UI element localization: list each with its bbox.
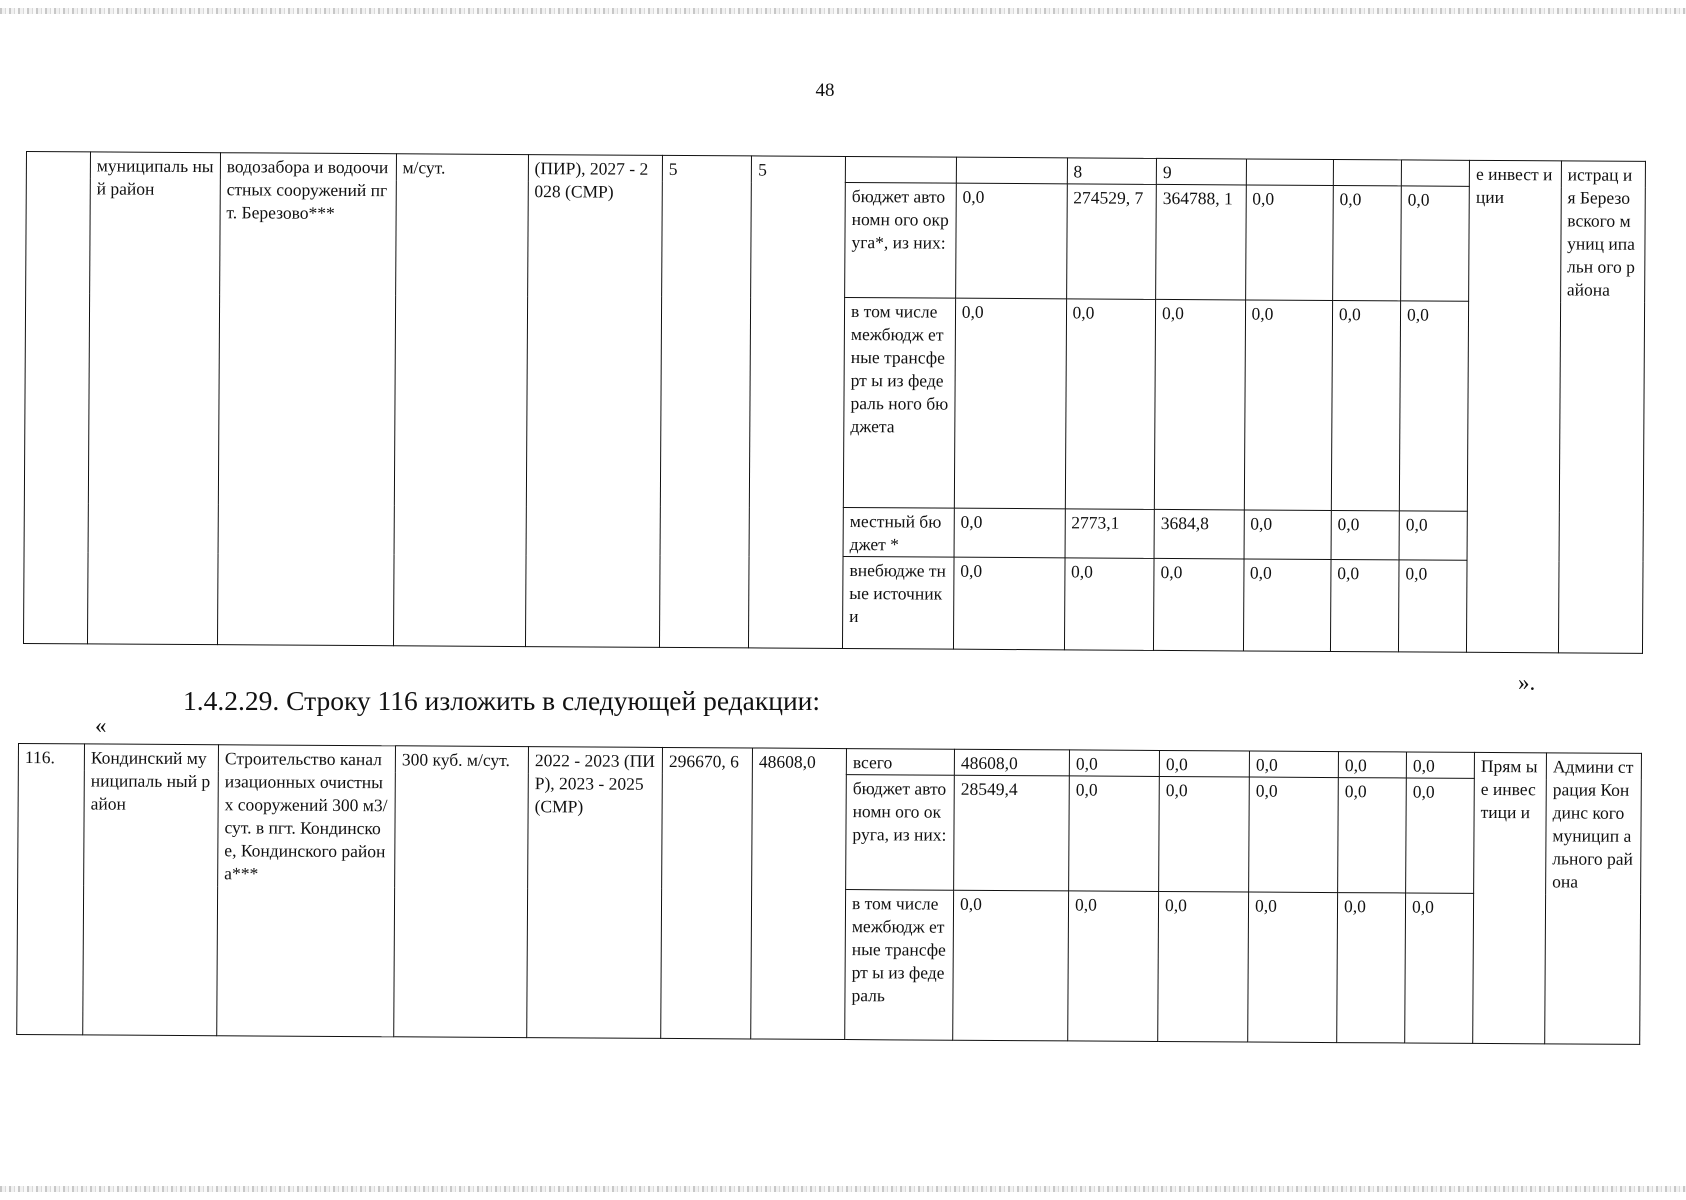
value-cell: 0,0 bbox=[954, 298, 1066, 509]
value-cell: 0,0 bbox=[1154, 558, 1244, 651]
table-row bbox=[18, 744, 1641, 780]
value-cell: 0,0 bbox=[1244, 300, 1333, 511]
value-cell: 0,0 bbox=[1405, 893, 1474, 1043]
object-name-cell: водозабора и водоочистных сооружений пгт. Березово*** bbox=[217, 153, 396, 646]
responsible-cell: Админи страция Кондинс кого муницип ального района bbox=[1545, 753, 1642, 1045]
value-cell: 0,0 bbox=[1330, 559, 1399, 651]
funding-source-cell: в том числе межбюдж етные трансферт ы из федераль bbox=[845, 890, 954, 1041]
cost-total-cell: 5 bbox=[659, 155, 751, 648]
funding-source-cell: внебюдже тные источник и bbox=[843, 556, 954, 649]
value-cell: 0,0 bbox=[953, 890, 1069, 1041]
cost-total-cell: 296670, 6 bbox=[661, 747, 753, 1039]
value-cell: 0,0 bbox=[1069, 750, 1159, 777]
value-cell: 0,0 bbox=[1399, 511, 1467, 560]
value-cell: 0,0 bbox=[1406, 752, 1474, 778]
col-number-cell bbox=[845, 157, 956, 184]
row-number-cell: 116. bbox=[17, 744, 85, 1035]
value-cell: 0,0 bbox=[1406, 778, 1475, 893]
row-number-cell bbox=[23, 152, 90, 644]
value-cell: 0,0 bbox=[1158, 891, 1249, 1042]
cost-planned-cell: 5 bbox=[749, 156, 846, 649]
period-cell: (ПИР), 2027 - 2028 (СМР) bbox=[525, 155, 662, 648]
responsible-cell: истрац ия Березо вского муниц ипальн ого района bbox=[1558, 161, 1645, 654]
value-cell: 0,0 bbox=[1248, 892, 1338, 1043]
value-cell: 0,0 bbox=[954, 508, 1065, 558]
value-cell: 0,0 bbox=[1331, 510, 1399, 559]
col-number-cell: 9 bbox=[1156, 158, 1246, 185]
value-cell: 0,0 bbox=[1331, 300, 1400, 510]
period-cell: 2022 - 2023 (ПИР), 2023 - 2025 (СМР) bbox=[527, 747, 663, 1039]
page-number: 48 bbox=[815, 80, 835, 101]
table-continuation bbox=[23, 151, 1646, 654]
col-number-cell bbox=[1401, 160, 1469, 186]
value-cell: 364788, 1 bbox=[1156, 184, 1246, 300]
value-cell: 0,0 bbox=[1159, 776, 1250, 892]
funding-source-cell: бюджет автономн ого округа*, из них: bbox=[845, 183, 956, 299]
value-cell: 0,0 bbox=[1337, 893, 1406, 1043]
funding-source-cell: в том числе межбюдж етные трансферт ы из федераль ного бюджета bbox=[843, 298, 955, 509]
value-cell: 0,0 bbox=[1399, 301, 1468, 511]
table-row bbox=[26, 152, 1645, 188]
value-cell: 2773,1 bbox=[1065, 509, 1155, 559]
object-name-cell: Строительство канализационных очистных сооружений 300 м3/сут. в пгт. Кондинское, Кондинского района*** bbox=[217, 745, 396, 1037]
value-cell: 0,0 bbox=[1338, 752, 1406, 778]
value-cell: 0,0 bbox=[1249, 751, 1338, 778]
scan-edge-top bbox=[0, 8, 1686, 14]
value-cell: 0,0 bbox=[1249, 777, 1339, 893]
scan-edge-bottom bbox=[0, 1186, 1686, 1192]
capacity-cell: м/сут. bbox=[393, 154, 528, 647]
value-cell: 0,0 bbox=[1398, 560, 1467, 652]
funding-source-cell: всего bbox=[846, 749, 954, 776]
municipality-cell: Кондинский муниципаль ный район bbox=[83, 744, 219, 1036]
value-cell: 0,0 bbox=[1338, 778, 1407, 893]
value-cell: 0,0 bbox=[1154, 299, 1245, 510]
value-cell: 0,0 bbox=[1243, 559, 1331, 652]
value-cell: 274529, 7 bbox=[1066, 184, 1156, 300]
value-cell: 0,0 bbox=[1064, 558, 1154, 651]
value-cell: 0,0 bbox=[1065, 299, 1156, 510]
value-cell: 0,0 bbox=[1401, 186, 1470, 301]
value-cell: 48608,0 bbox=[954, 749, 1069, 776]
col-number-cell: 8 bbox=[1067, 158, 1157, 185]
funding-source-cell: бюджет автономн ого округа, из них: bbox=[846, 775, 955, 891]
opening-quote: « bbox=[95, 713, 107, 738]
col-number-cell bbox=[956, 157, 1067, 184]
col-number-cell bbox=[1246, 159, 1333, 186]
value-cell: 0,0 bbox=[1332, 185, 1401, 300]
table-row-116 bbox=[16, 743, 1642, 1045]
value-cell: 0,0 bbox=[1159, 750, 1249, 777]
value-cell: 0,0 bbox=[1245, 185, 1333, 301]
funding-source-cell: местный бюджет * bbox=[843, 507, 954, 557]
value-cell: 28549,4 bbox=[954, 775, 1070, 891]
value-cell: 0,0 bbox=[1069, 776, 1160, 892]
invest-type-cell: Прям ые инвес тици и bbox=[1473, 752, 1547, 1043]
closing-quote: ». bbox=[1518, 670, 1536, 695]
col-number-cell bbox=[1333, 159, 1401, 185]
municipality-cell: муниципаль ный район bbox=[87, 152, 220, 645]
value-cell: 0,0 bbox=[955, 183, 1066, 299]
value-cell: 0,0 bbox=[953, 557, 1064, 650]
invest-type-cell: е инвест иции bbox=[1467, 160, 1562, 653]
section-heading: 1.4.2.29. Строку 116 изложить в следующей редакции: bbox=[183, 685, 821, 716]
cost-planned-cell: 48608,0 bbox=[751, 748, 847, 1040]
value-cell: 0,0 bbox=[1244, 510, 1332, 560]
value-cell: 0,0 bbox=[1068, 891, 1159, 1042]
value-cell: 3684,8 bbox=[1154, 509, 1244, 559]
capacity-cell: 300 куб. м/сут. bbox=[394, 746, 529, 1038]
